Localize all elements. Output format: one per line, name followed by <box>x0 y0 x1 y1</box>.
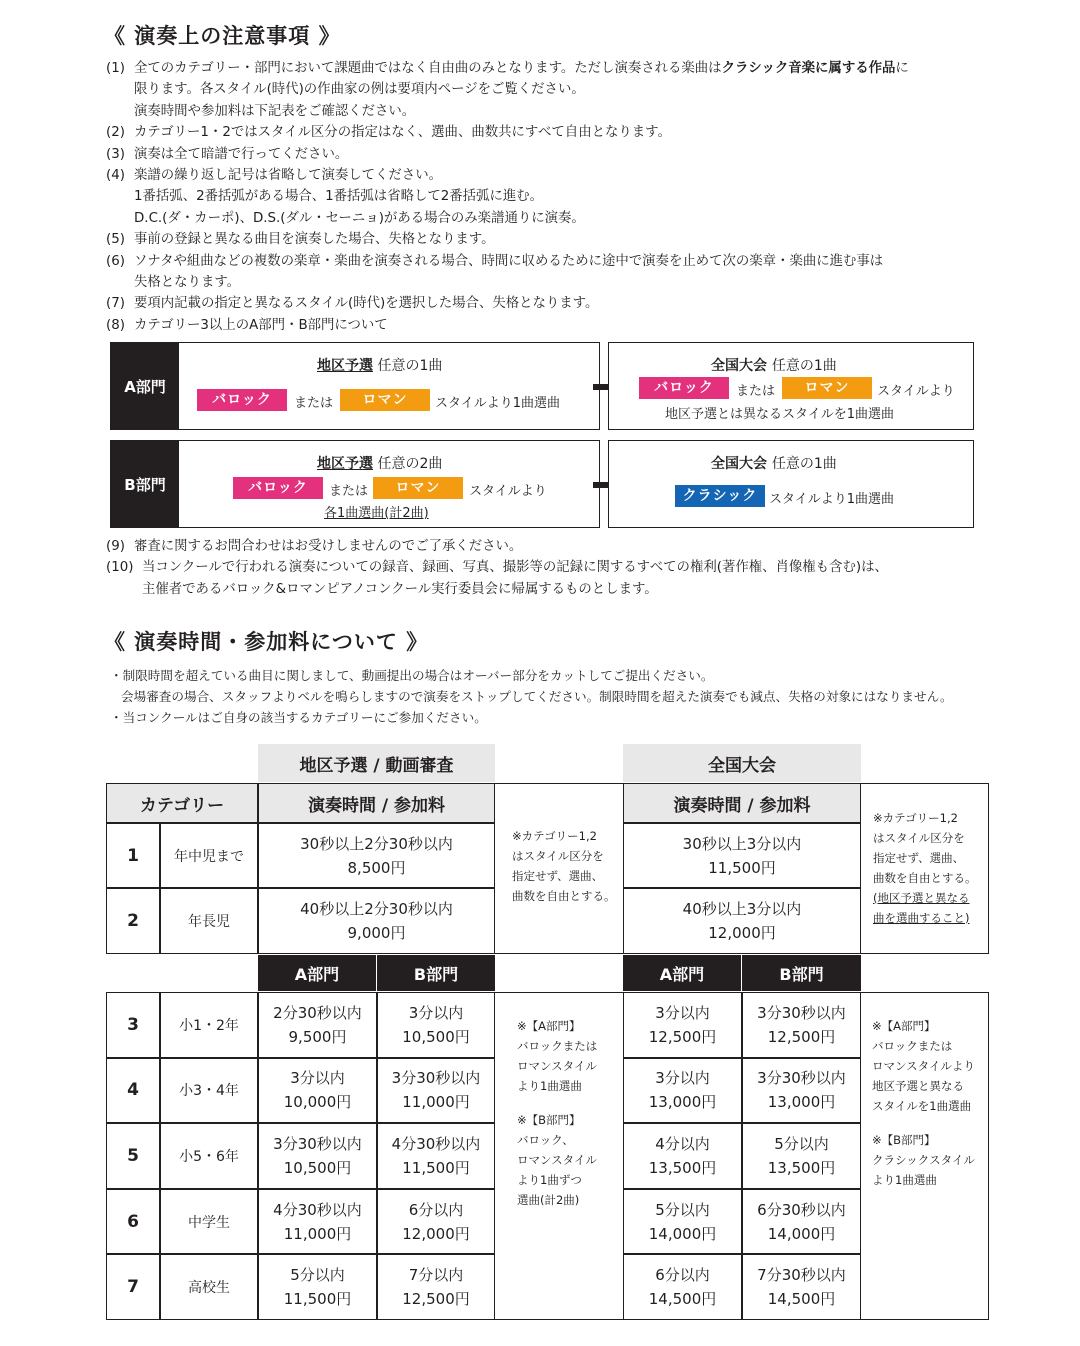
memo-ab-national: ※【A部門】 バロックまたは ロマンスタイルより 地区予選と異なる スタイルを1曲選曲 ※【B部門】 クラシックスタイル より1曲選曲 <box>872 1019 975 1187</box>
note-item <box>106 557 986 600</box>
flow-a-national-title: 全国大会 任意の1曲 <box>711 358 837 374</box>
regional-a-time-fee: 5分以内 11,500円 <box>258 1254 377 1320</box>
note-text: 演奏は全て暗譜で行ってください。 <box>134 146 349 162</box>
flow-a-national-note: 地区予選とは異なるスタイルを1曲選曲 <box>665 407 895 422</box>
note-text: 全てのカテゴリー・部門において課題曲ではなく自由曲のみとなります。ただし演奏される楽曲は <box>134 61 722 76</box>
section-title-fees: 《 演奏時間・参加料について 》 <box>104 630 429 654</box>
note-number: (8) <box>106 317 125 333</box>
flow-b-national-box <box>608 440 974 528</box>
note-item <box>106 229 986 250</box>
note-number: (2) <box>106 125 125 141</box>
note-number: (5) <box>106 232 125 248</box>
note-item <box>106 251 986 294</box>
bullet-text: 会場審査の場合、スタッフよりベルを鳴らしますので演奏をストップしてください。制限時間を超えた演奏でも減点、失格の対象にはなりません。 <box>121 689 953 704</box>
regional-time-fee: 30秒以上2分30秒以内 8,500円 <box>258 823 495 888</box>
national-time-fee: 30秒以上3分以内 11,500円 <box>623 823 861 888</box>
regional-b-time-fee: 3分以内 10,500円 <box>377 992 495 1058</box>
header-regional: 地区予選 / 動画審査 <box>258 744 495 782</box>
note-text: 当コンクールで行われる演奏についての録音、録画、写真、撮影等の記録に関するすべての権利(著作権、肖像権も含む)は、 <box>142 560 888 576</box>
regional-a-time-fee: 4分30秒以内 11,000円 <box>258 1189 377 1255</box>
note-text: 主催者であるバロック&ロマンピアノコンクール実行委員会に帰属するものとします。 <box>142 581 658 597</box>
flow-a-label: A部門 <box>111 343 179 429</box>
note-text: 演奏時間や参加料は下記表をご確認ください。 <box>134 103 416 119</box>
note-number: (4) <box>106 168 125 184</box>
note-emphasis: クラシック音楽に属する作品 <box>721 61 896 76</box>
memo-free-national: ※カテゴリー1,2 はスタイル区分を 指定せず、選曲、 曲数を自由とする。 (地区予選と異なる 曲を選曲すること) <box>873 811 977 925</box>
national-b-time-fee: 7分30秒以内 14,500円 <box>742 1254 861 1320</box>
regional-time-fee: 40秒以上2分30秒以内 9,000円 <box>258 888 495 954</box>
flow-a-regional-title: 地区予選 任意の1曲 <box>317 358 443 374</box>
regional-b-time-fee: 7分以内 12,500円 <box>377 1254 495 1320</box>
note-text: 1番括弧、2番括弧がある場合、1番括弧は省略して2番括弧に進む。 <box>134 189 544 205</box>
notes-list <box>106 58 986 336</box>
or-text: または <box>736 384 776 399</box>
note-text: 楽譜の繰り返し記号は省略して演奏してください。 <box>134 168 442 184</box>
note-item <box>106 165 986 229</box>
national-a-time-fee: 4分以内 13,500円 <box>623 1123 742 1189</box>
note-text: 審査に関するお問合わせはお受けしませんのでご了承ください。 <box>134 539 523 554</box>
note-number: (9) <box>106 539 125 554</box>
category-number: 1 <box>106 823 160 888</box>
style-suffix-text: スタイルより1曲選曲 <box>435 396 561 411</box>
roman-tag: ロマン <box>373 477 463 499</box>
flow-b-regional-box <box>110 440 600 528</box>
roman-tag: ロマン <box>782 377 872 399</box>
baroque-tag: バロック <box>197 389 287 411</box>
note-text: 失格となります。 <box>134 275 241 291</box>
note-item <box>106 293 986 314</box>
note-text: ソナタや組曲などの複数の楽章・楽曲を演奏される場合、時間に収めるために途中で演奏を止めて次の楽章・楽曲に進む事は <box>134 253 884 269</box>
note-number: (1) <box>106 61 125 76</box>
category-name: 小5・6年 <box>160 1123 258 1189</box>
flow-a-regional-box <box>110 342 600 430</box>
header-a-regional: A部門 <box>258 955 376 991</box>
category-name: 高校生 <box>160 1254 258 1320</box>
style-suffix-text: スタイルより1曲選曲 <box>769 492 895 507</box>
bullet-text: ・制限時間を超えている曲目に関しまして、動画提出の場合はオーバー部分をカットしてご提出ください。 <box>110 668 714 683</box>
baroque-tag: バロック <box>639 377 729 399</box>
category-name: 年長児 <box>160 888 258 954</box>
note-number: (10) <box>106 560 134 576</box>
note-number: (7) <box>106 296 125 312</box>
header-national: 全国大会 <box>623 744 861 782</box>
national-b-time-fee: 5分以内 13,500円 <box>742 1123 861 1189</box>
bullet-text: ・当コンクールはご自身の該当するカテゴリーにご参加ください。 <box>110 710 487 725</box>
section-title-notes: 《 演奏上の注意事項 》 <box>104 24 341 48</box>
category-number: 2 <box>106 888 160 954</box>
header-time-fee-national: 演奏時間 / 参加料 <box>623 783 861 823</box>
flow-b-national-title: 全国大会 任意の1曲 <box>711 456 837 472</box>
flow-a-national-box <box>608 342 974 430</box>
note-text: 事前の登録と異なる曲目を演奏した場合、失格となります。 <box>134 232 495 248</box>
category-name: 小1・2年 <box>160 992 258 1058</box>
note-number: (3) <box>106 146 125 162</box>
category-number: 5 <box>106 1123 160 1189</box>
note-text: 限ります。各スタイル(時代)の作曲家の例は要項内ページをご覧ください。 <box>134 82 585 98</box>
regional-a-time-fee: 2分30秒以内 9,500円 <box>258 992 377 1058</box>
note-number: (6) <box>106 253 125 269</box>
category-name: 小3・4年 <box>160 1058 258 1124</box>
fee-bullets <box>110 665 953 728</box>
style-suffix-text: スタイルより <box>877 384 955 399</box>
national-a-time-fee: 5分以内 14,000円 <box>623 1189 742 1255</box>
regional-b-time-fee: 4分30秒以内 11,500円 <box>377 1123 495 1189</box>
national-b-time-fee: 3分30秒以内 12,500円 <box>742 992 861 1058</box>
header-b-regional: B部門 <box>377 955 495 991</box>
national-b-time-fee: 6分30秒以内 14,000円 <box>742 1189 861 1255</box>
or-text: または <box>329 484 369 499</box>
regional-a-time-fee: 3分30秒以内 10,500円 <box>258 1123 377 1189</box>
note-text: D.C.(ダ・カーポ)、D.S.(ダル・セーニョ)がある場合のみ楽譜通りに演奏。 <box>134 210 585 226</box>
regional-a-time-fee: 3分以内 10,000円 <box>258 1058 377 1124</box>
note-item <box>106 315 986 336</box>
national-a-time-fee: 6分以内 14,500円 <box>623 1254 742 1320</box>
baroque-tag: バロック <box>233 477 323 499</box>
category-number: 3 <box>106 992 160 1058</box>
note-item <box>106 122 986 143</box>
note-item <box>106 58 986 122</box>
memo-ab-regional: ※【A部門】 バロックまたは ロマンスタイル より1曲選曲 ※【B部門】 バロック、 ロマンスタイル より1曲ずつ 選曲(計2曲) <box>517 1019 598 1207</box>
category-number: 4 <box>106 1058 160 1124</box>
national-a-time-fee: 3分以内 13,000円 <box>623 1058 742 1124</box>
regional-b-time-fee: 6分以内 12,000円 <box>377 1189 495 1255</box>
flow-b-regional-note: 各1曲選曲(計2曲) <box>324 506 429 521</box>
header-a-national: A部門 <box>623 955 741 991</box>
header-b-national: B部門 <box>742 955 861 991</box>
note-text: 要項内記載の指定と異なるスタイル(時代)を選択した場合、失格となります。 <box>134 296 599 312</box>
notes-list-continued <box>106 536 986 600</box>
national-a-time-fee: 3分以内 12,500円 <box>623 992 742 1058</box>
header-time-fee-regional: 演奏時間 / 参加料 <box>258 783 495 823</box>
note-text: カテゴリー1・2ではスタイル区分の指定はなく、選曲、曲数共にすべて自由となります。 <box>134 125 671 141</box>
roman-tag: ロマン <box>340 389 430 411</box>
category-number: 7 <box>106 1254 160 1320</box>
note-text: カテゴリー3以上のA部門・B部門について <box>134 317 388 333</box>
note-item <box>106 536 986 557</box>
style-suffix-text: スタイルより <box>469 484 547 499</box>
national-time-fee: 40秒以上3分以内 12,000円 <box>623 888 861 954</box>
regional-b-time-fee: 3分30秒以内 11,000円 <box>377 1058 495 1124</box>
note-text: に <box>895 61 909 76</box>
classic-tag: クラシック <box>675 485 765 507</box>
flow-b-regional-title: 地区予選 任意の2曲 <box>317 456 443 472</box>
national-b-time-fee: 3分30秒以内 13,000円 <box>742 1058 861 1124</box>
category-number: 6 <box>106 1189 160 1255</box>
memo-free-regional: ※カテゴリー1,2 はスタイル区分を 指定せず、選曲、 曲数を自由とする。 <box>512 829 616 903</box>
category-name: 中学生 <box>160 1189 258 1255</box>
note-item <box>106 144 986 165</box>
header-category: カテゴリー <box>106 783 258 823</box>
or-text: または <box>294 396 334 411</box>
flow-b-label: B部門 <box>111 441 179 527</box>
category-name: 年中児まで <box>160 823 258 888</box>
